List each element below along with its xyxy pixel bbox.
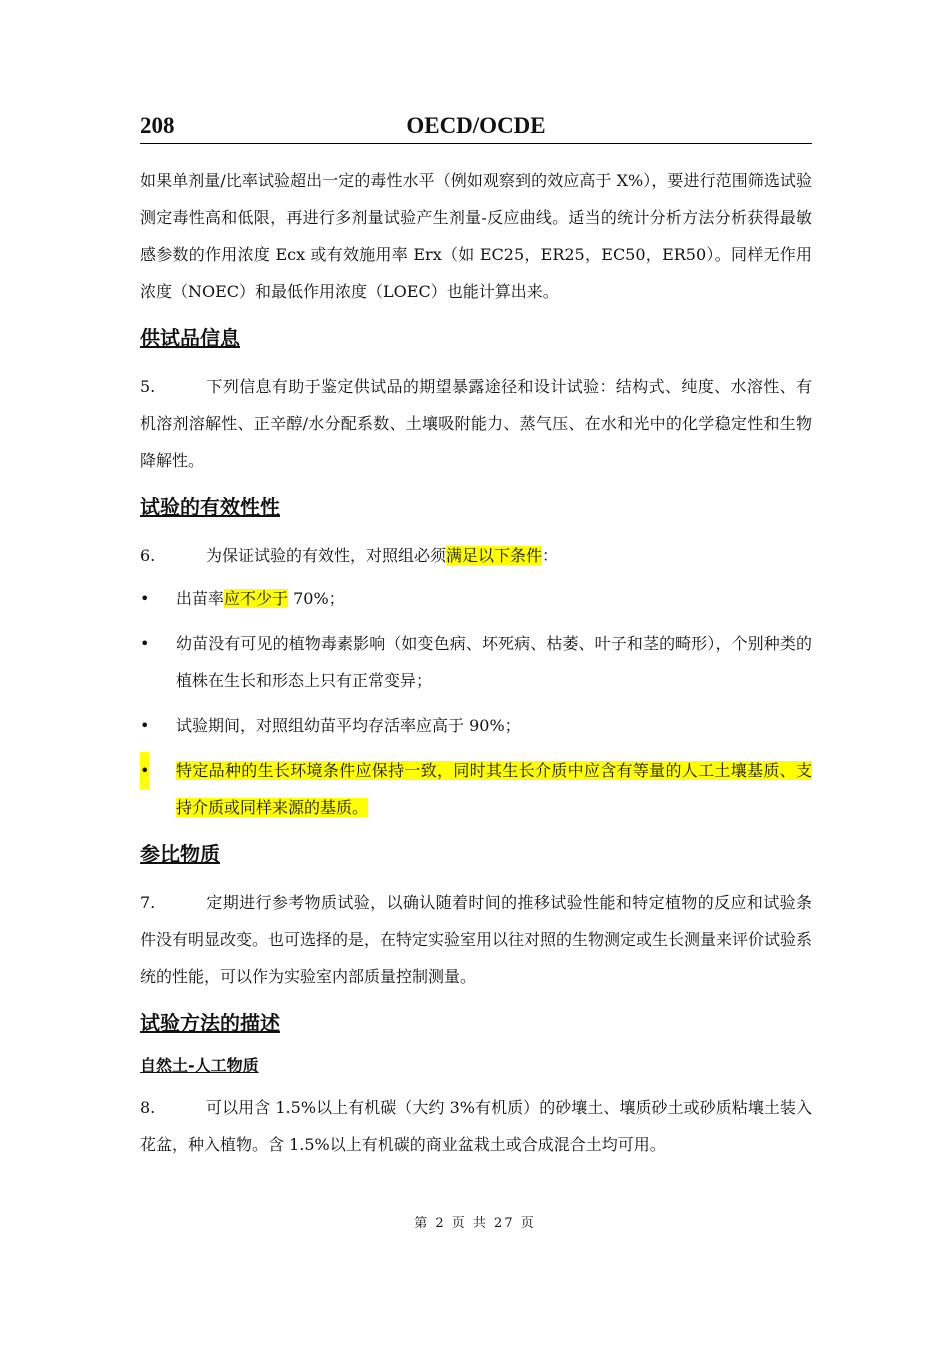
- list-item-text: 70%；: [288, 589, 345, 608]
- bullet-icon: •: [140, 634, 150, 653]
- paragraph-number: 8.: [140, 1098, 156, 1117]
- section-heading-reference-substance: 参比物质: [140, 842, 220, 866]
- bullet-icon: •: [140, 752, 149, 789]
- list-item-text: 试验期间，对照组幼苗平均存活率应高于 90%；: [176, 716, 521, 735]
- list-item: [140, 625, 812, 699]
- list-item-text: 出苗率: [176, 589, 225, 608]
- page-header: [140, 113, 812, 144]
- paragraph-text: 下列信息有助于鉴定供试品的期望暴露途径和设计试验：结构式、纯度、水溶性、有机溶剂溶解性、正辛醇/水分配系数、土壤吸附能力、蒸气压、在水和光中的化学稳定性和生物降解性。: [140, 377, 812, 470]
- header-page-number: 208: [140, 113, 175, 138]
- paragraph-number: 5.: [140, 377, 156, 396]
- paragraph-number: 6.: [140, 546, 156, 565]
- paragraph-7: [140, 884, 812, 995]
- list-item: [140, 580, 812, 617]
- paragraph-text: 定期进行参考物质试验，以确认随着时间的推移试验性能和特定植物的反应和试验条件没有明显改变。也可选择的是，在特定实验室用以往对照的生物测定或生长测量来评价试验系统的性能，可以作为实验室内部质量控制测量。: [140, 893, 813, 986]
- section-heading-test-item-info: 供试品信息: [140, 326, 240, 350]
- highlighted-text: 应不少于: [224, 589, 289, 608]
- page-footer: 第 2 页 共 27 页: [414, 1216, 536, 1231]
- paragraph-text: ：: [542, 546, 559, 565]
- bullet-icon: •: [140, 589, 150, 608]
- section-heading-method-description: 试验方法的描述: [140, 1011, 280, 1035]
- bullet-icon: •: [140, 716, 150, 735]
- paragraph-5: [140, 368, 812, 479]
- highlighted-text: 特定品种的生长环境条件应保持一致，同时其生长介质中应含有等量的人工土壤基质、支持介质或同样来源的基质。: [176, 761, 812, 817]
- paragraph-text: 可以用含 1.5%以上有机碳（大约 3%有机质）的砂壤土、壤质砂土或砂质粘壤土装入花盆，种入植物。含 1.5%以上有机碳的商业盆栽土或合成混合土均可用。: [140, 1098, 812, 1154]
- paragraph-number: 7.: [140, 893, 156, 912]
- intro-paragraph: 如果单剂量/比率试验超出一定的毒性水平（例如观察到的效应高于 X%），要进行范围筛选试验测定毒性高和低限，再进行多剂量试验产生剂量-反应曲线。适当的统计分析方法分析获得最敏感参数的作用浓度 Ecx 或有效施用率 Erx（如 EC25，ER25，EC50，ER50）。同样无作用浓度（NOEC）和最低作用浓度（LOEC）也能计算出来。: [140, 171, 812, 301]
- header-title: OECD/OCDE: [406, 113, 546, 138]
- validity-criteria-list: [140, 580, 812, 826]
- page-content: [140, 162, 812, 1163]
- subsection-heading: 自然土-人工物质: [140, 1056, 259, 1075]
- section-heading-validity: 试验的有效性性: [140, 495, 280, 519]
- highlighted-text: 满足以下条件: [446, 546, 543, 565]
- list-item: [140, 752, 812, 826]
- list-item: [140, 707, 812, 744]
- paragraph-text: 为保证试验的有效性，对照组必须: [206, 546, 447, 565]
- list-item-text: 幼苗没有可见的植物毒素影响（如变色病、坏死病、枯萎、叶子和茎的畸形），个别种类的植株在生长和形态上只有正常变异；: [176, 634, 812, 690]
- paragraph-8: [140, 1089, 812, 1163]
- paragraph-6: [140, 537, 812, 574]
